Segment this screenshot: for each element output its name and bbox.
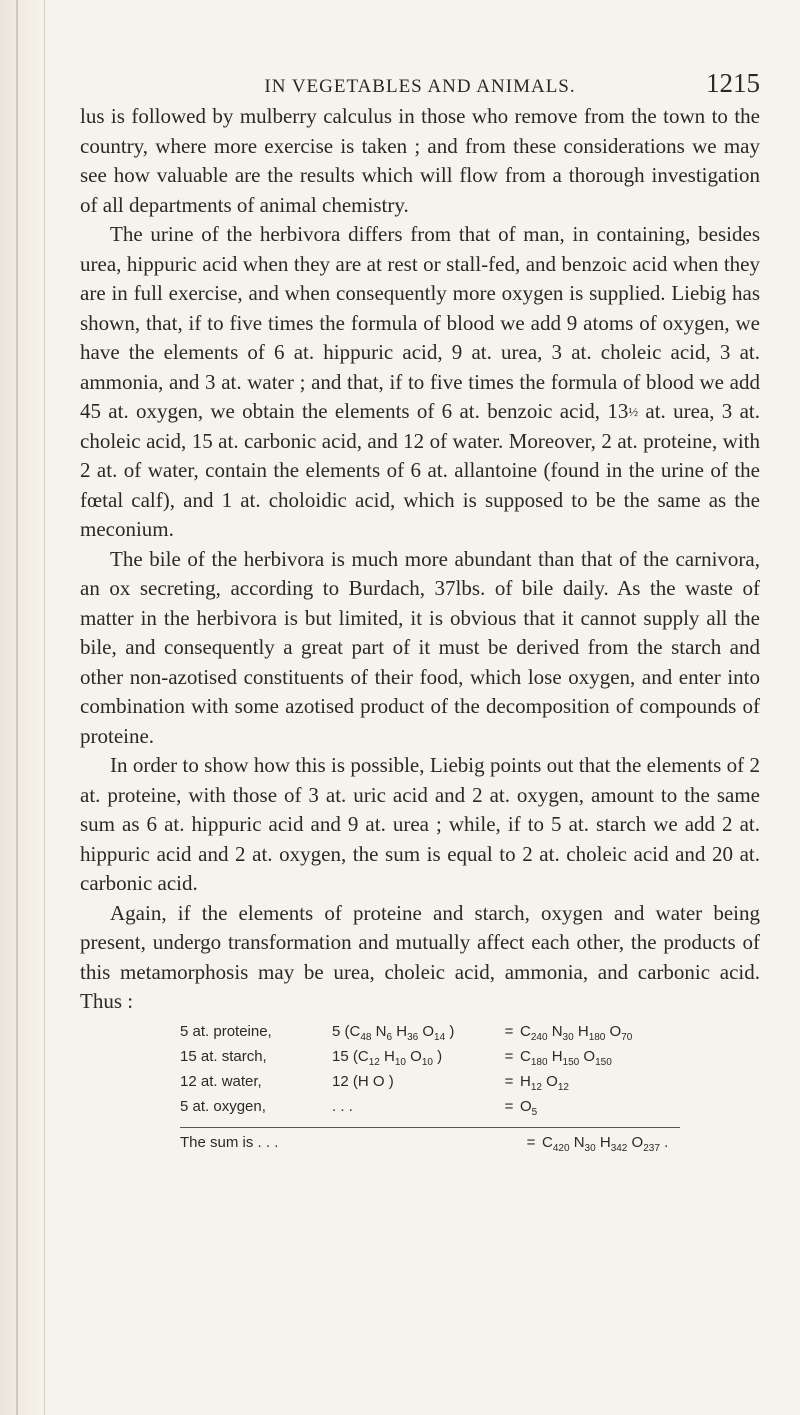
- chemical-formula-table: [180, 1023, 760, 1159]
- formula-left: $C_{12}$ $H_{10}$ $O_{10}$: [357, 1047, 433, 1068]
- page-number: 1215: [706, 68, 760, 98]
- formula-right: [520, 1098, 680, 1118]
- formula-row: [180, 1048, 760, 1073]
- binding-gutter: [0, 0, 45, 1415]
- formula-multiplier: 5 ($C_{48}$ $N_6$ $H_{36}$ $O_{14}$ ): [332, 1022, 455, 1043]
- formula-total-label: The sum is . . .: [180, 1133, 279, 1151]
- equals-sign: =: [526, 1133, 536, 1151]
- equals-sign: =: [504, 1047, 514, 1065]
- paragraph-3: The bile of the herbivora is much more abundant than that of the carnivora, an ox secreting, according to Burdach, 37lbs. of bile daily. As the waste of matter in the herbivora is but limited, it is obvious that it cannot supply all the bile, and consequently a great part of it must be derived from the starch and other non-azotised constituents of their food, which lose oxygen, and enter into combination with some azotised product of the decomposition of compounds of proteine.: [80, 546, 760, 748]
- running-head: [80, 62, 760, 102]
- formula-total-value: $C_{420}$ $N_{30}$ $H_{342}$ $O_{237}$: [542, 1133, 660, 1154]
- formula-label: 5 at. oxygen,: [180, 1097, 266, 1115]
- formula-total-row: [180, 1134, 760, 1159]
- book-page: [80, 62, 760, 1159]
- formula-left: $C_{48}$ $N_6$ $H_{36}$ $O_{14}$: [349, 1022, 446, 1043]
- formula-result: $C_{240}$ $N_{30}$ $H_{180}$ $O_{70}$: [520, 1022, 633, 1043]
- formula-multiplier: 15 ($C_{12}$ $H_{10}$ $O_{10}$ ): [332, 1047, 443, 1068]
- equals-sign: =: [504, 1097, 514, 1115]
- formula-row: [180, 1098, 760, 1123]
- formula-label: 5 at. proteine,: [180, 1022, 272, 1040]
- running-title: IN VEGETABLES AND ANIMALS.: [264, 76, 576, 97]
- paragraph-5: Again, if the elements of proteine and starch, oxygen and water being present, undergo transformation and mutually affect each other, the products of this metamorphosis may be urea, choleic acid, ammonia, and carbonic acid. Thus :: [80, 900, 760, 1013]
- equals-sign: =: [504, 1072, 514, 1090]
- formula-right: [520, 1073, 680, 1093]
- formula-row: [180, 1023, 760, 1048]
- formula-multiplier: 12 (H O ): [332, 1072, 394, 1090]
- equals-sign: =: [504, 1022, 514, 1040]
- paragraph-4: In order to show how this is possible, Liebig points out that the elements of 2 at. proteine, with those of 3 at. uric acid and 2 at. oxygen, amount to the same sum as 6 at. hippuric acid and 9 at. urea ; while, if to 5 at. starch we add 2 at. hippuric acid and 2 at. oxygen, the sum is equal to 2 at. choleic acid and 20 at. carbonic acid.: [80, 753, 760, 895]
- paragraph-2-text: The urine of the herbivora differs from that of man, in containing, besides urea, hippuric acid when they are at rest or stall-fed, and benzoic acid when they are in full exercise, and when consequently more oxygen is supplied. Liebig has shown, that, if to five times the formula of blood we add 9 atoms of oxygen, we have the elements of 6 at. hippuric acid, 9 at. urea, 3 at. choleic acid, 3 at. ammonia, and 3 at. water ; and that, if to five times the formula of blood we add 45 at. oxygen, we obtain the elements of 6 at. benzoic acid, 13: [80, 222, 760, 423]
- formula-total: $C_{420}$ $N_{30}$ $H_{342}$ $O_{237}$ .: [542, 1133, 669, 1154]
- paragraph-2: [80, 220, 760, 545]
- formula-label: 15 at. starch,: [180, 1047, 267, 1065]
- formula-result: $O_5$: [520, 1097, 538, 1118]
- formula-left: H O: [357, 1072, 385, 1090]
- formula-row: [180, 1073, 760, 1098]
- formula-right: [520, 1048, 680, 1068]
- formula-result: $C_{180}$ $H_{150}$ $O_{150}$: [520, 1047, 612, 1068]
- paragraph-1: lus is followed by mulberry calculus in those who remove from the town to the country, where more exercise is taken ; and from these considerations we may see how valuable are the results which will flow from a thorough investigation of all departments of animal chemistry.: [80, 104, 760, 217]
- fraction-half: ½: [628, 404, 639, 419]
- formula-label: 12 at. water,: [180, 1072, 262, 1090]
- formula-right: [520, 1023, 680, 1043]
- formula-result: $H_{12}$ $O_{12}$: [520, 1072, 569, 1093]
- formula-multiplier: . . .: [332, 1097, 353, 1115]
- formula-rule: [180, 1127, 680, 1128]
- paragraph-2-rest: at. urea, 3 at. choleic acid, 15 at. carbonic acid, and 12 of water. Moreover, 2 at. proteine, with 2 at. of water, contain the elements of 6 at. allantoine (found in the urine of the fœtal calf), and 1 at. choloidic acid, which is supposed to be the same as the meconium.: [80, 399, 760, 541]
